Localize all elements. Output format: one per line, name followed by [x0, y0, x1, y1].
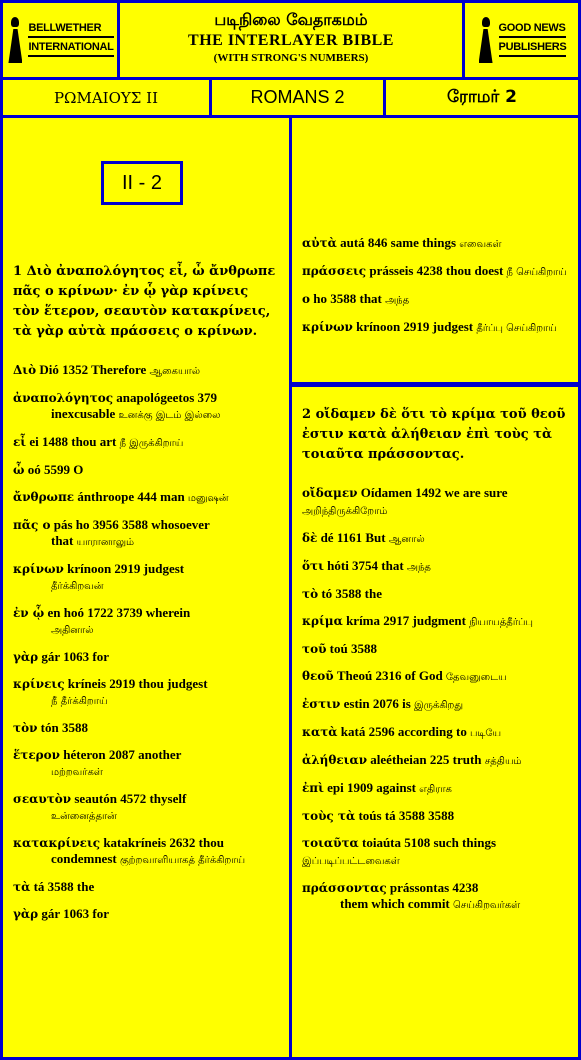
word-entry — [302, 530, 568, 547]
title-block — [120, 3, 462, 77]
word-entry — [302, 235, 568, 252]
word-entry — [302, 319, 568, 336]
tamil-gloss: மனுஷன் — [184, 493, 229, 504]
word-entry — [302, 880, 568, 913]
word-gloss: ánthroope 444 man — [74, 489, 185, 504]
greek-word: εἶ — [13, 435, 27, 449]
tamil-book-title: ரோமர் 2 — [386, 80, 578, 115]
word-entry — [302, 835, 568, 869]
page-title: THE INTERLAYER BIBLE — [188, 32, 394, 49]
verse-1-text: 1 Διὸ ἀναπολόγητος εἶ, ὦ ἄνθρωπε πᾶς ο κρίνων· ἐν ᾧ γὰρ κρίνεις τὸν ἕτερον, σεαυτὸν κατακρίνεις, τὰ γὰρ αὐτὰ πράσσεις ο κρίνων. — [13, 264, 276, 339]
word-gloss-cont: that — [51, 533, 77, 548]
word-entry — [302, 641, 568, 657]
word-gloss: epi 1909 against — [323, 780, 416, 795]
verse-2-text: 2 οἴδαμεν δὲ ὅτι τὸ κρίμα τοῦ θεοῦ ἐστιν κατὰ ἀλήθειαν ἐπὶ τοὺς τὰ τοιαῦτα πράσσοντας. — [302, 407, 566, 462]
word-gloss: Dió 1352 Therefore — [36, 362, 147, 377]
greek-word: πράσσοντας — [302, 881, 387, 895]
word-gloss: seautón 4572 thyself — [71, 791, 187, 806]
word-gloss: héteron 2087 another — [59, 747, 182, 762]
word-entry — [302, 613, 568, 630]
tamil-gloss: அறிந்திருக்கிறோம் — [302, 506, 388, 517]
word-gloss: katá 2596 according to — [337, 724, 467, 739]
tamil-gloss: எதிராக — [415, 784, 452, 795]
word-gloss: estin 2076 is — [340, 696, 411, 711]
word-gloss: ei 1488 thou art — [26, 434, 117, 449]
tamil-gloss: உன்னைத்தான் — [51, 811, 117, 822]
greek-word: ἐστιν — [302, 697, 341, 711]
tamil-gloss: நீ செய்கிறாய் — [503, 267, 567, 278]
greek-word: γὰρ — [13, 650, 39, 664]
word-gloss: kríneis 2919 thou judgest — [64, 676, 208, 691]
word-entry — [13, 390, 279, 423]
word-gloss: katakríneis 2632 thou — [100, 835, 224, 850]
left-content — [13, 262, 279, 933]
greek-word: ἐν ᾧ — [13, 606, 45, 620]
word-gloss: anapológeetos 379 — [113, 390, 218, 405]
word-entry — [302, 752, 568, 769]
word-gloss: prásseis 4238 thou doest — [366, 263, 504, 278]
word-gloss: hóti 3754 that — [323, 558, 404, 573]
word-gloss: toús tá 3588 3588 — [355, 808, 455, 823]
word-entry — [13, 517, 279, 550]
greek-word: τὸν — [13, 721, 38, 735]
word-gloss: tón 3588 — [37, 720, 88, 735]
greek-word: ο — [302, 292, 311, 306]
tamil-gloss: எவைகள் — [456, 239, 502, 250]
word-gloss: tá 3588 the — [30, 879, 95, 894]
word-entry — [302, 485, 568, 519]
greek-word: τοῦ — [302, 642, 327, 656]
greek-word: ἕτερον — [13, 748, 60, 762]
verse-label: II - 2 — [101, 161, 183, 205]
word-entry — [302, 668, 568, 685]
tamil-gloss: சத்தியம் — [481, 756, 522, 767]
bellwether-logo: BELLWETHER INTERNATIONAL — [3, 3, 117, 77]
tamil-gloss: யாரானாலும் — [76, 537, 135, 548]
word-entry — [302, 780, 568, 797]
tamil-gloss: குற்றவாளியாகத் தீர்க்கிறாய் — [119, 855, 246, 866]
figure-icon — [6, 17, 24, 63]
word-entry — [302, 724, 568, 741]
word-gloss: gár 1063 for — [38, 649, 110, 664]
greek-word: Διὸ — [13, 363, 37, 377]
tamil-gloss: இப்படிப்பட்டவைகள் — [302, 856, 400, 867]
tamil-gloss: நியாயத்தீர்ப்பு — [465, 617, 533, 628]
word-gloss: tó 3588 the — [318, 586, 382, 601]
tamil-gloss: படியே — [466, 728, 502, 739]
word-gloss-cont: inexcusable — [51, 406, 119, 421]
greek-word: ἀναπολόγητος — [13, 391, 114, 405]
word-gloss: krínoon 2919 judgest — [63, 561, 185, 576]
word-entry — [302, 808, 568, 824]
greek-word: τοιαῦτα — [302, 836, 359, 850]
word-entry — [13, 835, 279, 868]
greek-word: τὰ — [13, 880, 31, 894]
word-entry — [302, 558, 568, 575]
word-gloss: toiaúta 5108 such things — [358, 835, 497, 850]
right-bottom-content — [302, 405, 568, 924]
tamil-gloss: மற்றவர்கள் — [51, 767, 103, 778]
tamil-gloss: நீ தீர்க்கிறாய் — [51, 696, 108, 707]
word-gloss: krínoon 2919 judgest — [352, 319, 474, 334]
word-gloss-cont: them which commit — [340, 896, 454, 911]
word-gloss: pás ho 3956 3588 whosoever — [50, 517, 210, 532]
word-gloss: Theoú 2316 of God — [333, 668, 443, 683]
word-gloss: aleétheian 225 truth — [367, 752, 482, 767]
word-entry — [302, 291, 568, 308]
greek-word: οἴδαμεν — [302, 486, 358, 500]
tamil-gloss: ஆனால் — [385, 534, 425, 545]
tamil-gloss: இருக்கிறது — [410, 700, 464, 711]
word-entry — [13, 747, 279, 780]
page-subtitle: (WITH STRONG'S NUMBERS) — [213, 52, 369, 64]
greek-book-title: ΡΩΜΑΙΟΥΣ II — [3, 80, 209, 115]
greek-word: τὸ — [302, 587, 319, 601]
word-gloss: kríma 2917 judgment — [342, 613, 466, 628]
word-entry — [13, 605, 279, 638]
word-gloss: ho 3588 that — [310, 291, 382, 306]
tamil-gloss: அந்த — [381, 295, 410, 306]
greek-word: γὰρ — [13, 907, 39, 921]
word-entry — [13, 791, 279, 824]
greek-word: κρίνεις — [13, 677, 65, 691]
word-entry — [302, 263, 568, 280]
greek-word: κρίμα — [302, 614, 343, 628]
word-entry — [302, 586, 568, 602]
greek-word: κατακρίνεις — [13, 836, 101, 850]
tamil-gloss: செய்கிறவர்கள் — [453, 900, 521, 911]
word-entry — [13, 434, 279, 451]
word-gloss: toú 3588 — [326, 641, 377, 656]
tamil-gloss: அதினால் — [51, 625, 94, 636]
word-entry — [13, 906, 279, 922]
greek-word: θεοῦ — [302, 669, 334, 683]
tamil-gloss: உனக்கு இடம் இல்லை — [118, 410, 221, 421]
word-entry — [13, 561, 279, 594]
greek-word: κρίνων — [13, 562, 64, 576]
word-gloss: en hoó 1722 3739 wherein — [44, 605, 191, 620]
tamil-gloss: தீர்ப்பு செய்கிறாய் — [473, 323, 557, 334]
greek-word: ἐπὶ — [302, 781, 324, 795]
tamil-gloss: நீ இருக்கிறாய் — [116, 438, 184, 449]
greek-word: ὅτι — [302, 559, 324, 573]
greek-word: κρίνων — [302, 320, 353, 334]
greek-word: ἀλήθειαν — [302, 753, 368, 767]
greek-word: πράσσεις — [302, 264, 367, 278]
tamil-gloss: தீர்க்கிறவன் — [51, 581, 104, 592]
greek-word: ἄνθρωπε — [13, 490, 75, 504]
figure-icon — [477, 17, 495, 63]
left-entries — [13, 362, 279, 922]
tamil-gloss: ஆகையால் — [146, 366, 201, 377]
word-gloss: autá 846 same things — [336, 235, 457, 250]
word-entry — [13, 879, 279, 895]
tamil-title: படிநிலை வேதாகமம் — [214, 10, 368, 29]
word-entry — [13, 362, 279, 379]
word-entry — [13, 649, 279, 665]
greek-word: τοὺς τὰ — [302, 809, 356, 823]
greek-word: δὲ — [302, 531, 318, 545]
greek-word: πᾶς ο — [13, 518, 51, 532]
word-entry — [13, 462, 279, 478]
word-gloss: oó 5599 O — [24, 462, 84, 477]
word-entry — [13, 489, 279, 506]
greek-word: κατὰ — [302, 725, 338, 739]
word-entry — [302, 696, 568, 713]
english-book-title: ROMANS 2 — [212, 80, 383, 115]
word-entry — [13, 720, 279, 736]
right-bottom-entries — [302, 485, 568, 913]
tamil-gloss: தேவனுடைய — [442, 672, 507, 683]
word-gloss: prássontas 4238 — [386, 880, 479, 895]
word-gloss: Oídamen 1492 we are sure — [357, 485, 508, 500]
word-gloss: gár 1063 for — [38, 906, 110, 921]
word-gloss: dé 1161 But — [317, 530, 386, 545]
greek-word: ὦ — [13, 463, 25, 477]
right-top-entries — [302, 235, 568, 347]
greek-word: σεαυτὸν — [13, 792, 72, 806]
word-gloss-cont: condemnest — [51, 851, 120, 866]
good-news-logo: GOOD NEWS PUBLISHERS — [465, 3, 578, 77]
greek-word: αὐτὰ — [302, 236, 337, 250]
word-entry — [13, 676, 279, 709]
tamil-gloss: அந்த — [403, 562, 431, 573]
